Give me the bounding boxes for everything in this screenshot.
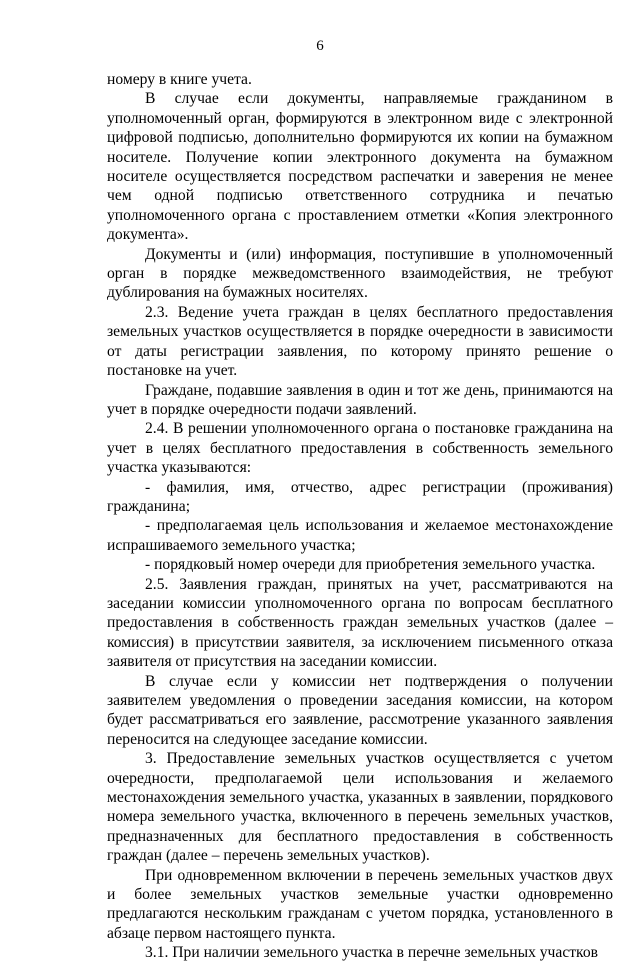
document-body: [107, 70, 613, 963]
paragraph-2-4: 2.4. В решении уполномоченного органа о постановке гражданина на учет в целях бесплатного предоставления в собственность земельного участка указываются:: [107, 420, 613, 477]
paragraph-2-3: 2.3. Ведение учета граждан в целях бесплатного предоставления земельных участков осуществляется в порядке очередности в зависимости от даты регистрации заявления, по которому принято решение о постановке на учет.: [107, 303, 613, 380]
paragraph-2-5: 2.5. Заявления граждан, принятых на учет, рассматриваются на заседании комиссии уполномоченного органа по вопросам бесплатного предоставления в собственность граждан земельных участков (далее – комиссия) в присутствии заявителя, за исключением письменного отказа заявителя от присутствия на заседании комиссии.: [107, 575, 613, 671]
paragraph-no-confirmation: В случае если у комиссии нет подтверждения о получении заявителем уведомления о проведении заседания комиссии, на котором будет рассматриваться его заявление, рассмотрение указанного заявления переносится на следующее заседание комиссии.: [107, 672, 613, 748]
paragraph-3: 3. Предоставление земельных участков осуществляется с учетом очередности, предполагаемой цели использования и желаемого местонахождения земельного участка, указанных в заявлении, порядкового номера земельного участка, включенного в перечень земельных участков, предназначенных для бесплатного предоставления в собственность граждан (далее – перечень земельных участков).: [107, 750, 613, 865]
paragraph-3-1: 3.1. При наличии земельного участка в перечне земельных участков: [145, 944, 599, 962]
list-item-queue-number: - порядковый номер очереди для приобретения земельного участка.: [145, 556, 596, 574]
list-item-full-name: - фамилия, имя, отчество, адрес регистрации (проживания) гражданина;: [107, 478, 613, 515]
paragraph-continuation: номеру в книге учета.: [107, 71, 252, 88]
paragraph-interagency-documents: Документы и (или) информация, поступившие в уполномоченный орган в порядке межведомственного взаимодействия, не требуют дублирования на бумажных носителях.: [107, 245, 613, 302]
paragraph-electronic-copies: В случае если документы, направляемые гражданином в уполномоченный орган, формируются в электронном виде с электронной цифровой подписью, дополнительно формируются их копии на бумажном носителе. Получение копии электронного документа на бумажном носителе осуществляется посредством распечатки и заверения не менее чем одной подписью ответственного сотрудника и печатью уполномоченного органа с проставлением отметки «Копия электронного документа».: [107, 90, 613, 244]
paragraph-simultaneous-inclusion: При одновременном включении в перечень земельных участков двух и более земельных участков земельные участки одновременно предлагаются нескольким гражданам с учетом порядка, установленного в абзаце первом настоящего пункта.: [107, 866, 613, 942]
paragraph-same-day-applications: Граждане, подавшие заявления в один и тот же день, принимаются на учет в порядке очередности подачи заявлений.: [107, 381, 613, 418]
page-number: 6: [316, 38, 324, 54]
list-item-purpose-location: - предполагаемая цель использования и желаемое местонахождение испрашиваемого земельного участка;: [107, 517, 613, 554]
